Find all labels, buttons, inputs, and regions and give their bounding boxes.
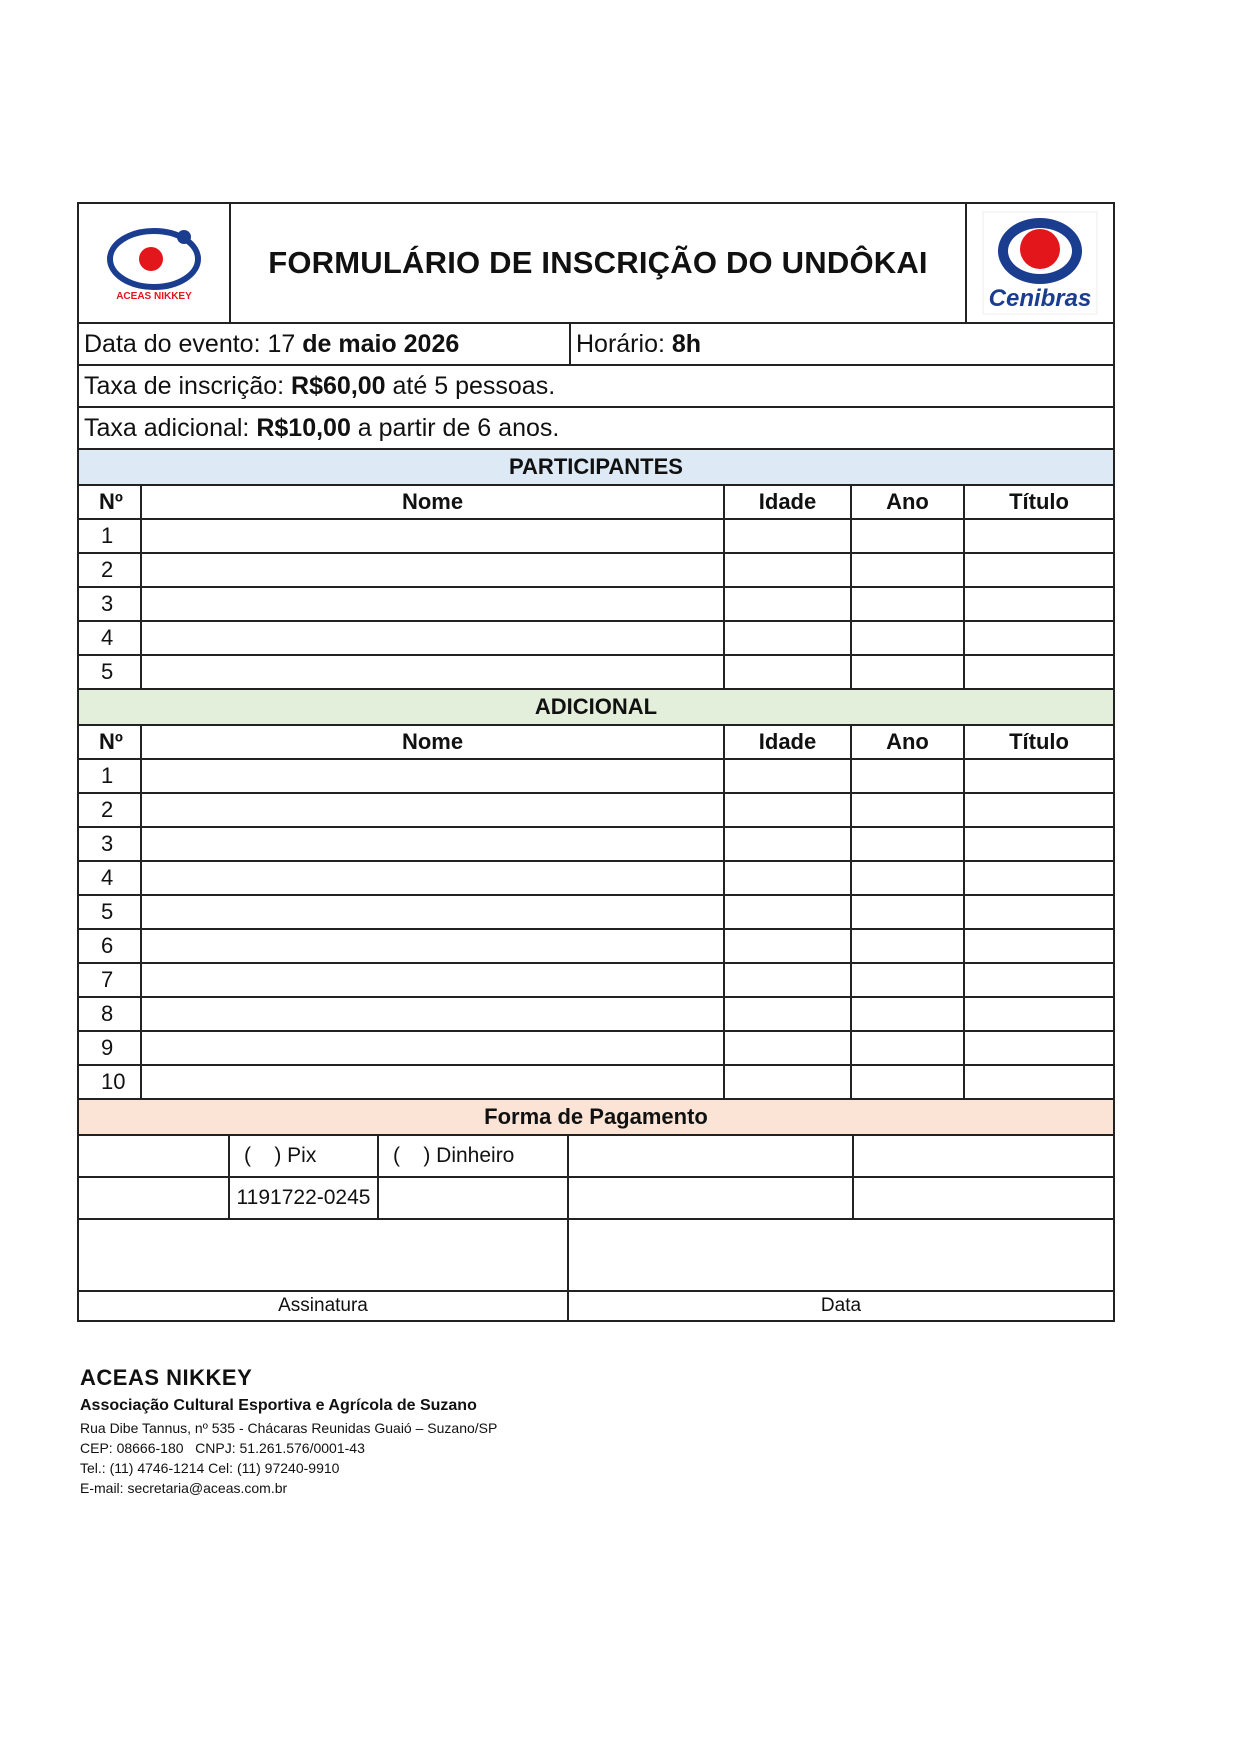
signature-field[interactable]	[79, 1220, 569, 1290]
col-titulo-cell[interactable]	[965, 862, 1113, 894]
registration-form	[77, 202, 1115, 1322]
table-header	[79, 726, 1113, 760]
fee-suffix: até 5 pessoas.	[385, 371, 556, 400]
col-titulo-cell[interactable]	[965, 554, 1113, 586]
table-row	[79, 554, 1113, 588]
col-idade-cell[interactable]	[725, 1032, 852, 1064]
col-nome-cell[interactable]	[142, 794, 725, 826]
row-number: 3	[79, 588, 142, 620]
payment-blank-cell	[569, 1178, 854, 1218]
row-number: 5	[79, 896, 142, 928]
table-row	[79, 760, 1113, 794]
payment-blank-cell	[79, 1178, 230, 1218]
pix-option[interactable]: ( ) Pix	[230, 1136, 379, 1176]
col-ano-cell[interactable]	[852, 964, 965, 996]
col-idade-header: Idade	[725, 486, 852, 518]
fee-label: Taxa de inscrição:	[84, 371, 292, 400]
logo-right-text: Cenibras	[988, 285, 1092, 312]
table-row	[79, 656, 1113, 690]
col-idade-cell[interactable]	[725, 554, 852, 586]
col-ano-cell[interactable]	[852, 896, 965, 928]
fee-value: R$60,00	[291, 371, 386, 400]
col-titulo-cell[interactable]	[965, 588, 1113, 620]
cash-option[interactable]: ( ) Dinheiro	[379, 1136, 569, 1176]
footer	[80, 1365, 497, 1500]
signature-label: Assinatura	[79, 1292, 569, 1320]
col-nome-cell[interactable]	[142, 896, 725, 928]
table-row	[79, 794, 1113, 828]
col-ano-cell[interactable]	[852, 656, 965, 688]
row-number: 1	[79, 760, 142, 792]
col-ano-header: Ano	[852, 486, 965, 518]
col-ano-cell[interactable]	[852, 588, 965, 620]
row-number: 9	[79, 1032, 142, 1064]
payment-blank-cell	[379, 1178, 569, 1218]
col-titulo-cell[interactable]	[965, 794, 1113, 826]
table-row	[79, 828, 1113, 862]
extra-fee-label: Taxa adicional:	[84, 413, 257, 442]
col-idade-cell[interactable]	[725, 622, 852, 654]
event-time-value: 8h	[671, 329, 702, 358]
cenibras-logo-icon	[982, 211, 1098, 315]
extra-fee-value: R$10,00	[256, 413, 351, 442]
table-row	[79, 588, 1113, 622]
col-titulo-cell[interactable]	[965, 1066, 1113, 1098]
col-numero-header: Nº	[79, 726, 142, 758]
event-date-value: de maio 2026	[302, 329, 460, 358]
signature-labels	[79, 1292, 1113, 1320]
col-nome-cell[interactable]	[142, 964, 725, 996]
col-nome-cell[interactable]	[142, 656, 725, 688]
col-ano-cell[interactable]	[852, 760, 965, 792]
row-number: 5	[79, 656, 142, 688]
row-number: 8	[79, 998, 142, 1030]
row-number: 4	[79, 622, 142, 654]
table-row	[79, 896, 1113, 930]
col-nome-cell[interactable]	[142, 520, 725, 552]
participantes-table	[79, 486, 1113, 690]
extra-fee-text	[79, 408, 559, 448]
col-idade-cell[interactable]	[725, 588, 852, 620]
row-number: 4	[79, 862, 142, 894]
col-nome-cell[interactable]	[142, 998, 725, 1030]
col-idade-cell[interactable]	[725, 656, 852, 688]
aceas-logo-icon	[99, 221, 209, 305]
row-number: 3	[79, 828, 142, 860]
payment-blank-cell	[854, 1136, 1113, 1176]
extra-fee-suffix: a partir de 6 anos.	[350, 413, 560, 442]
date-label: Data	[820, 1295, 862, 1316]
col-ano-cell[interactable]	[852, 862, 965, 894]
col-nome-cell[interactable]	[142, 588, 725, 620]
col-titulo-header: Título	[1009, 729, 1069, 754]
col-titulo-cell[interactable]	[965, 622, 1113, 654]
payment-details-row	[79, 1178, 1113, 1220]
table-row	[79, 998, 1113, 1032]
event-date-label: Data do evento: 17	[84, 329, 303, 358]
pix-key: 1191722-0245	[230, 1178, 379, 1218]
payment-blank-cell	[854, 1178, 1113, 1218]
col-nome-cell[interactable]	[142, 828, 725, 860]
col-idade-cell[interactable]	[725, 828, 852, 860]
pagamento-title: Forma de Pagamento	[79, 1100, 1113, 1136]
col-idade-cell[interactable]	[725, 998, 852, 1030]
col-idade-header: Idade	[725, 726, 852, 758]
cenibras-logo	[965, 204, 1113, 322]
col-ano-cell[interactable]	[852, 1066, 965, 1098]
col-numero-header: Nº	[79, 486, 142, 518]
col-ano-cell[interactable]	[852, 554, 965, 586]
event-time	[571, 324, 701, 364]
date-field[interactable]	[569, 1220, 1113, 1290]
col-titulo-cell[interactable]	[965, 828, 1113, 860]
col-nome-cell[interactable]	[142, 1066, 725, 1098]
col-ano-cell[interactable]	[852, 828, 965, 860]
col-idade-cell[interactable]	[725, 794, 852, 826]
table-row	[79, 862, 1113, 896]
extra-fee-row	[79, 408, 1113, 450]
row-number: 2	[79, 794, 142, 826]
col-titulo-cell[interactable]	[965, 656, 1113, 688]
table-row	[79, 622, 1113, 656]
footer-phones: Tel.: (11) 4746-1214 Cel: (11) 97240-9910	[80, 1460, 340, 1476]
signature-row	[79, 1220, 1113, 1292]
form-title: FORMULÁRIO DE INSCRIÇÃO DO UNDÔKAI	[268, 245, 928, 280]
table-row	[79, 1066, 1113, 1100]
col-nome-cell[interactable]	[142, 622, 725, 654]
col-titulo-cell[interactable]	[965, 760, 1113, 792]
col-nome-cell[interactable]	[142, 1032, 725, 1064]
aceas-nikkey-logo	[79, 204, 231, 322]
row-number: 10	[79, 1066, 142, 1098]
col-titulo-cell[interactable]	[965, 1032, 1113, 1064]
event-info-row	[79, 324, 1113, 366]
payment-options-row	[79, 1136, 1113, 1178]
adicional-table	[79, 726, 1113, 1100]
footer-address: Rua Dibe Tannus, nº 535 - Chácaras Reunidas Guaió – Suzano/SP	[80, 1420, 498, 1436]
col-titulo-cell[interactable]	[965, 998, 1113, 1030]
col-idade-cell[interactable]	[725, 896, 852, 928]
col-ano-cell[interactable]	[852, 520, 965, 552]
row-number: 1	[79, 520, 142, 552]
table-row	[79, 964, 1113, 998]
adicional-title: ADICIONAL	[79, 690, 1113, 726]
col-ano-cell[interactable]	[852, 622, 965, 654]
col-ano-cell[interactable]	[852, 1032, 965, 1064]
col-idade-cell[interactable]	[725, 862, 852, 894]
col-nome-cell[interactable]	[142, 554, 725, 586]
col-ano-cell[interactable]	[852, 930, 965, 962]
col-nome-cell[interactable]	[142, 760, 725, 792]
form-header	[79, 204, 1113, 324]
payment-blank-cell	[79, 1136, 230, 1176]
participantes-title: PARTICIPANTES	[79, 450, 1113, 486]
col-nome-cell[interactable]	[142, 930, 725, 962]
col-ano-header: Ano	[852, 726, 965, 758]
logo-left-text: ACEAS NIKKEY	[116, 291, 192, 302]
event-date	[79, 324, 571, 364]
col-idade-cell[interactable]	[725, 520, 852, 552]
col-nome-header: Nome	[142, 486, 725, 518]
col-titulo-cell[interactable]	[965, 930, 1113, 962]
row-number: 6	[79, 930, 142, 962]
fee-row	[79, 366, 1113, 408]
col-titulo-header: Título	[1009, 489, 1069, 514]
table-row	[79, 520, 1113, 554]
col-titulo-cell[interactable]	[965, 964, 1113, 996]
table-header	[79, 486, 1113, 520]
col-idade-cell[interactable]	[725, 964, 852, 996]
col-idade-cell[interactable]	[725, 760, 852, 792]
col-titulo-cell[interactable]	[965, 896, 1113, 928]
footer-email: E-mail: secretaria@aceas.com.br	[80, 1480, 288, 1496]
col-idade-cell[interactable]	[725, 1066, 852, 1098]
table-row	[79, 1032, 1113, 1066]
table-row	[79, 930, 1113, 964]
row-number: 7	[79, 964, 142, 996]
payment-blank-cell	[569, 1136, 854, 1176]
fee-text	[79, 366, 555, 406]
footer-org: ACEAS NIKKEY	[80, 1365, 253, 1390]
footer-full-name: Associação Cultural Esportiva e Agrícola de Suzano	[80, 1397, 477, 1414]
col-titulo-cell[interactable]	[965, 520, 1113, 552]
col-nome-header: Nome	[142, 726, 725, 758]
event-time-label: Horário:	[576, 329, 672, 358]
col-nome-cell[interactable]	[142, 862, 725, 894]
col-ano-cell[interactable]	[852, 794, 965, 826]
row-number: 2	[79, 554, 142, 586]
footer-cep-cnpj: CEP: 08666-180 CNPJ: 51.261.576/0001-43	[80, 1440, 365, 1456]
col-ano-cell[interactable]	[852, 998, 965, 1030]
col-idade-cell[interactable]	[725, 930, 852, 962]
